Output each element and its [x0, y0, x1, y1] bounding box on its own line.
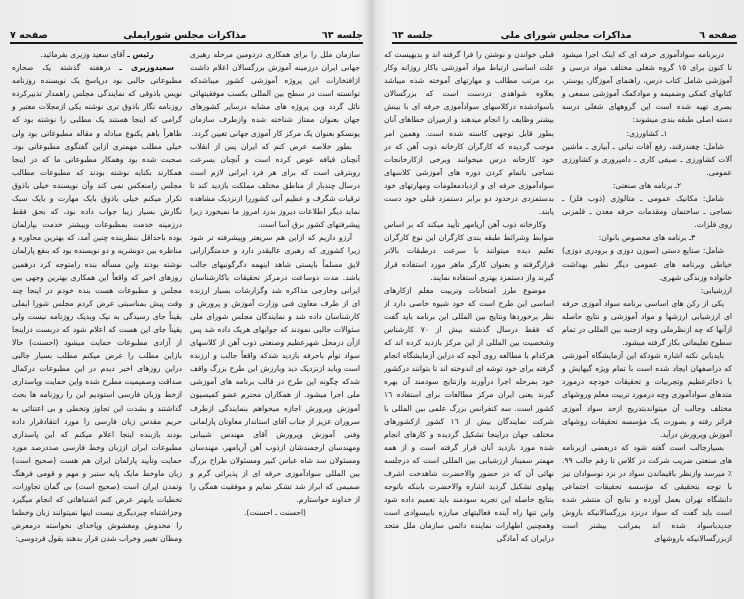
paragraph: موضوع طرز امتحانات وتربیت معلم ازکارهای اساسی این طرح است که خود شیوه خاصی دارد از نظر برخوردها ونتایج بین المللی این برنامه باید گفت که فقط درسال گذشته بیش از ٧٠ کارشناس وشخصیت بین المللی از این مرکز بازدید کرده اند که هرکدام با مطالعه روی آنچه که دراین آزمایشگاه انجام گرفته برای خود توشه ای اندوخته اند تا بتوانند درکشور خود بمرحله اجرا درآورند وازنتایج سودمند آن بهره گیرند یعنی ایران مرکز مطالعات برای استفاده ١٦ کشور است. سه کنفرانس بزرگ علمی بین المللی با شرکت نمایندگان بیش از ١٦ کشور ازکشورهای مختلف جهان دراینجا تشکیل گردیده و کارهای انجام شده مورد بازدید آنان قرار گرفته است و از همه مهمتر سمینار ارزشیابی بین المللی است که درجلسه نهائی آن که در حضور والاحضرت شاهدخت اشرف پهلوی تشکیل گردید اشاره والاحضرت بابنکه باتوجه بنتایج حاصله این تجربه سودمند باید تعمیم داده شود واین تنها راه آینده فعالیتهای مبارزه بابیسوادی است وهمچنین اظهارات نماینده دائمی سازمان ملل متحد درایران که آمادگی	[384, 285, 555, 544]
text-column-right	[190, 48, 360, 519]
paragraph: شامل: چغندرقند، رفع آفات نباتی ـ آبیاری ـ ماشین آلات کشاورزی ـ صیفی کاری ـ دامپروری و کشاورزی عمومی.	[562, 141, 732, 177]
page-number: صفحه ٧	[10, 30, 48, 41]
text-column-left	[384, 48, 554, 546]
running-title: مذاکرات مجلس شورایملی	[123, 30, 247, 41]
session-number: جلسه ٦٣	[321, 30, 363, 41]
speech-text: درهفته گذشته یک صحاره مطبوعاتی جالبی بود درپاسخ یک نویسنده روزنامه نویس باذوقی که نمایندگی مجلس راهمدار تدبیرکرده روزنامه نگار باذوق تری نوشته یکی ازمجلات معتبر و گرامی که اینجا هستند یک مطلبی را نوشته بود که ظاهراً باهم یکنوع مبادله و مقاله مطبوعاتی بود ولی خیلی مطلب مهمتری ازاین گفتگوی مطبوعاتی بود. صحبت شده بود وهمکار مطبوعاتی ما که در اینجا همکارند بکنایه نوشته بودند که مطبوعات مطالب مجلس رامنعکس نمی کند وآن نویسنده خیلی باذوق تکرار میکنم خیلی باذوق بایک مهارت و بایک سبک نگارش بسیار زیبا جواب داده بود، که بحق فقط درزمینه خدمت بمطبوعات وبیشتر خدمت بپارلمان بوده باحداقل بنظربنده چنین آمد، که بهترین محاوره و مناظره بین دونشریه و دو نویسنده بود که بنفع پارلمان نوشته بودند واین مسأله بنده رامتوجه کرد درهمین روزهای اخیر که واقعاً این همکاری بهترین وجهی بین مجلس و مطبوعات هست بنده خودم در اینجا چند وقت پیش بمناسبتی عرض کردم مجلس شورا ایملی بقیناً جای رسیدگی به نیک وبدیک روزنامه نیست ولی یقیناً جای این هست که اعلام شود که دربست دراینجا از آزادی مطبوعات حمایت میشود (احسنت) حالا بازاین مطلب را عرض میکنم مطلب بسیار جالبی دراین روزهای اخیر دیدم در این مطبوعات درکمال صداقت وصمیمیت مطرح شده واین حمایت وپاسداری ازخط وزبان فارسی استودیم این را روزنامه ها بحث گذاشتند و بشدت این تجاوز وتخطی و بی اعتنائی به حریم مقدس زبان فارسی را مورد انتقادقرار داده بودند بازبنده اینجا اعلام میکنم که این پاسداری مطبوعات ایران اززبان وخط فارسی صددرصد مورد حمایت وتأیید پارلمان ایران هم هست (صحیح است) زبان ماوخط مایک پایه ستبر و مهم و قومی فرهنگ وتمدن ایران است (صحیح است) بی گمان تجاوزات، تخطیات یابهتر عرض کنم اشتباهاتی که انجام میگیرد وجزاشتباه چیزدیگری نیست اینها نمیتوانند زبان وخطما را مخدوش ومغشوش وپاخدای نخواسته درمعرض ومظان تغییر وخراب شدن قرار بدهند بقول فردوسی:	[12, 63, 182, 544]
speaker-paragraph	[12, 61, 182, 545]
paragraph: قبلی خواندن و نوشتن را فرا گرفته اند و بدیهیست که علت اساسی ارتباط مواد آموزشی باکار روزانه وکار برد مرتب مطالب و مهارتهای آموخته شده میباشد بعلاوه شواهدی دردست است که بزرگسالان باسوادشده درکلاسهای سوادآموزی حرفه ای با بینش بیشتر وظایف را انجام میدهند و ازمیزان خطاهای آنان بطور قابل توجهی کاسته شده است. وهمین امر موجب گردیده که کارگران کارخانه ذوب آهن که در خود کارخانه درس میخوانند وبرخی ازکارخانجات نساجی باتمام کردن دوره های آموزشی کلاسهای سوادآموزی حرفه ای و ازدیادمعلومات ومهارتهای خود بدستمزدی درحدود دو برابر دستمزد قبلی خود دست یابند.	[384, 50, 554, 217]
running-title: مذاکرات مجلس شورای ملی	[500, 30, 632, 41]
session-number: جلسه ٦٣	[392, 30, 434, 41]
paragraph: وکارخانه ذوب آهن آریامهر تأیید میکند که بر اساس ضوابط وشرائط طبقه بندی کارگران این نوع کارگران تعلیم دیده میتوانند با سرعت درطبقات بالاتر قرارگرفته و بعنوان کارگر ماهر مورد استفاده قرار گیرند واز دستمزد بهتری استفاده نمایند.	[384, 220, 554, 282]
paragraph: یکی از رکن های اساسی برنامه سواد آموزی حرفه ای ارزشیابی ارزشها و مواد آموزشی و نتایج حاصله ازآنها که چه ازنظرملی وچه ازجنبه بین المللی در تمام سطوح تعلیماتی بکار گرفته میشود.	[562, 298, 732, 348]
speaker-name: رئیس ـ	[127, 50, 154, 59]
text-column-right	[562, 48, 732, 546]
page-number: صفحه ٦	[699, 30, 737, 41]
paragraph: بسیارجالب است گفته شود که دربعضی ازبرنامه های صنعتی ضریب شرکت در کلاس تا رقم جالب ٩٩. ٪ میرسد وازنظر باقیماندن سواد در نزد نوسوادان نیز با توجه بتحقیقی که مؤسسه تحقیقات اجتماعی دانشگاه تهران بعمل آورده و نتایج آن منتشر شده است باید گفت که سواد درنزد بزرگسالانیکه باروش جدیدباسواد شده اند بمراتب بیشتر است ازبزرگسالانیکه باروشهای	[562, 442, 732, 544]
header-rule	[392, 42, 737, 44]
paragraph: شامل: صنایع دستی (سوزن دوزی و برودری دوزی) خیاطی وبرنامه های عمومی دیگر نظیر بهداشت خانواده وزندگی شهری.	[562, 246, 732, 282]
speaker-name: سعیدوزیری ـ	[119, 63, 174, 73]
page-6	[372, 0, 744, 599]
section-heading: ٢ـ برنامه های صنعتی:	[612, 180, 682, 190]
section-heading: ارزشیابی:	[700, 285, 732, 295]
paragraph: بایدبابن نکته اشاره شودکه این آزمایشگاه آموزشی که دراصفهان ایجاد شده است با تمام ویژه گیهایش و با ذخائرعظیم وتجربیات و تحقیقات خودچه درمورد متدهای سوادآموزی وچه درمورد تربیت معلم وروشهای مختلف وجالب آن میتواندبتدریج ازحد سواد آموزی فراتر رفته و بصورت یک مؤسسه تحقیقات روشهای آموزش وپرورش درآید.	[562, 351, 732, 439]
page-header	[10, 27, 363, 41]
paragraph: سازمان ملل را برای همکاری دردومین مرحله رهبری جهانی ایران درزمینه آموزش بزرگسالان اعلام داشت ازافتخارات این پروژه آموزشی کشور میباشدکه توانسته است در سطح بین المللی بکسب موفقیتهائی نائل گردد وین پروژه های مشابه درسایر کشورهای جهان بعنوان ممتاز شناخته شده وازطرف سازمان یونسکو بعنوان یک مرکز کار آموزی جهانی تعیین گردد.	[190, 50, 360, 138]
paragraph: آرزو داریم که ازاین هم سریعتر وپیشرفته تر شود زیرا کشوری که رهبری عالیقدر دارد و خدمتگزارانی لایق مسلماً بایستی شاهد اینهمه دگرگونیهای جالب باشد. مدت دوساعت درمرکز تحقیقات باکارشناسان ایرانی وخارجی مذاکره شد وگزارشات بسیار ارزنده ای از طرف معاون فنی وزارت آموزش و پرورش و کارشناسان داده شد و نمایندگان مجلس شورای ملی سئوالات جالبی نمودند که جوابهای هریک داده شد پس ازآن درمحل شهرعظیم وصنعتی ذوب آهن از کلاسهای سواد توأم باحرفه بازدید شدکه واقعاً جالب و ارزنده است وباید ازنزدیک دید وبارزش این طرح بزرگ واقف شدکه چگونه این طرح در قالب برنامه های آموزشی ملی اجرا میشود. از همکاران محترم عضو کمیسیون آموزش وپرورش اجازه میخواهم بنمایندگی ازطرف سروران عزیز از جناب آقای استاندار معاونان پارلمانی وفنی آموزش وپرورش آقای مهندس شیبانی ومهندسان ارجمندشان ازذوب آهن آریامهر، مهندسان ومسئولان سد شاه عباس کبیر ومسئولان طراح بزرگ بین المللی سوادآموزی حرفه ای از پذیرائی گرم و صمیمی که ابراز شد تشکر نمایم و موفقیت همگی را از خداوند خواستارم.	[190, 233, 360, 505]
paragraph: شامل: مکانیک عمومی ـ متالوژی (ذوب فلز) ـ نساجی ـ ساختمان ومقدمات حرفه معدن ـ قلمزنی روی فلزات.	[562, 194, 732, 230]
section-heading: ١ـ کشاورزی:	[626, 128, 668, 138]
speech-text: آقای سعید وزیری بفرمائید.	[40, 50, 125, 59]
paragraph: دربرنامه سوادآموزی حرفه ای که اینک اجرا میشود تا کنون برای ١٥ گروه شغلی مختلف مواد درسی و آموزشی شامل کتاب درس، راهنمای آموزگار، پوستر، کتابهای کمکی وضمیمه و موادکمک آموزشی سمعی و بصری تهیه شده است این گروههای شغلی درسه دسته اصلی طبقه بندی میشوند:	[562, 50, 732, 125]
page-header	[392, 27, 737, 41]
paragraph: بطور خلاصه عرض کنم که ایران پس از انقلاب آنچنان قیافه عوض کرده است و آنچنان بسرعت روبترقی است که برای هر فرد ایرانی لازم است درسال چندبار از مناطق مختلف مملکت بازدید کند تا ترقیات شگرف و عظیم آنی کشوررا ازنزدیک مشاهده نماید دیگر اطلاعات دیروز بدرد امروز ما نمیخورد زیرا پیشرفتهای کشور برق آسا است.	[190, 141, 360, 230]
header-rule	[10, 42, 363, 44]
applause-note: (احسنت ـ احسنت).	[243, 508, 307, 518]
text-column-left	[12, 48, 182, 546]
speaker-paragraph	[12, 48, 182, 61]
section-heading: ٣ـ برنامه های مخصوص بانوان:	[598, 233, 696, 243]
